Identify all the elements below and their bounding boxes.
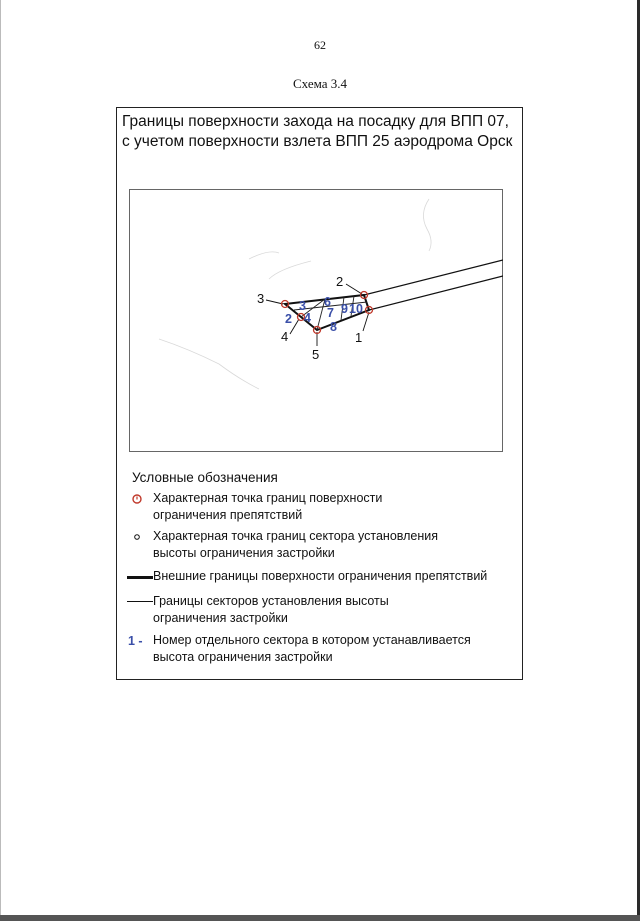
legend-sector-point-icon xyxy=(133,533,141,541)
map-border xyxy=(130,190,503,452)
legend-item-2-line-1: Характерная точка границ сектора установления xyxy=(153,529,439,543)
legend-obstacle-point-icon xyxy=(131,493,143,505)
legend-item-obstacle-point xyxy=(153,490,382,524)
legend-item-3-line-1: Внешние границы поверхности ограничения препятствий xyxy=(153,569,488,583)
legend-item-sector-boundary xyxy=(153,593,389,627)
legend-title: Условные обозначения xyxy=(132,470,278,485)
legend-thin-line-icon xyxy=(127,601,153,602)
legend-item-5-line-1: Номер отдельного сектора в котором устанавливается xyxy=(153,633,471,647)
point-label-5: 5 xyxy=(312,347,320,362)
page-edge-left xyxy=(0,0,1,921)
sector-label-8: 8 xyxy=(330,320,337,334)
sector-label-2: 2 xyxy=(285,312,292,326)
sector-label-7: 7 xyxy=(327,306,334,320)
point-label-3: 3 xyxy=(257,291,265,306)
point-label-1: 1 xyxy=(355,330,363,345)
sector-label-10: 10 xyxy=(349,302,363,316)
sector-label-6: 6 xyxy=(324,295,331,309)
map-title-line-2: с учетом поверхности взлета ВПП 25 аэродрома Орск xyxy=(122,133,513,150)
point-label-4: 4 xyxy=(281,329,289,344)
point-label-2: 2 xyxy=(336,274,344,289)
map-figure xyxy=(129,189,503,452)
legend-item-1-line-1: Характерная точка границ поверхности xyxy=(153,491,383,505)
page-number: 62 xyxy=(314,38,326,52)
map-title xyxy=(122,112,520,152)
legend-sector-number-symbol: 1 - xyxy=(128,634,143,648)
sector-label-9: 9 xyxy=(341,302,348,316)
page-edge-bottom xyxy=(0,915,640,921)
sector-label-3: 3 xyxy=(299,299,306,313)
legend-item-2-line-2: высоты ограничения застройки xyxy=(153,546,335,560)
legend-thick-line-icon xyxy=(127,576,153,579)
scheme-title: Схема 3.4 xyxy=(292,76,348,91)
legend-item-sector-number xyxy=(153,632,471,666)
legend-item-1-line-2: ограничения препятствий xyxy=(153,508,303,522)
map-title-line-1: Границы поверхности захода на посадку для ВПП 07, xyxy=(122,113,509,130)
legend-item-5-line-2: высота ограничения застройки xyxy=(153,650,333,664)
legend-item-4-line-1: Границы секторов установления высоты xyxy=(153,594,389,608)
legend-item-4-line-2: ограничения застройки xyxy=(153,611,288,625)
sector-label-4: 4 xyxy=(304,311,311,325)
legend-item-outer-boundary xyxy=(153,568,487,585)
legend-item-sector-point xyxy=(153,528,438,562)
